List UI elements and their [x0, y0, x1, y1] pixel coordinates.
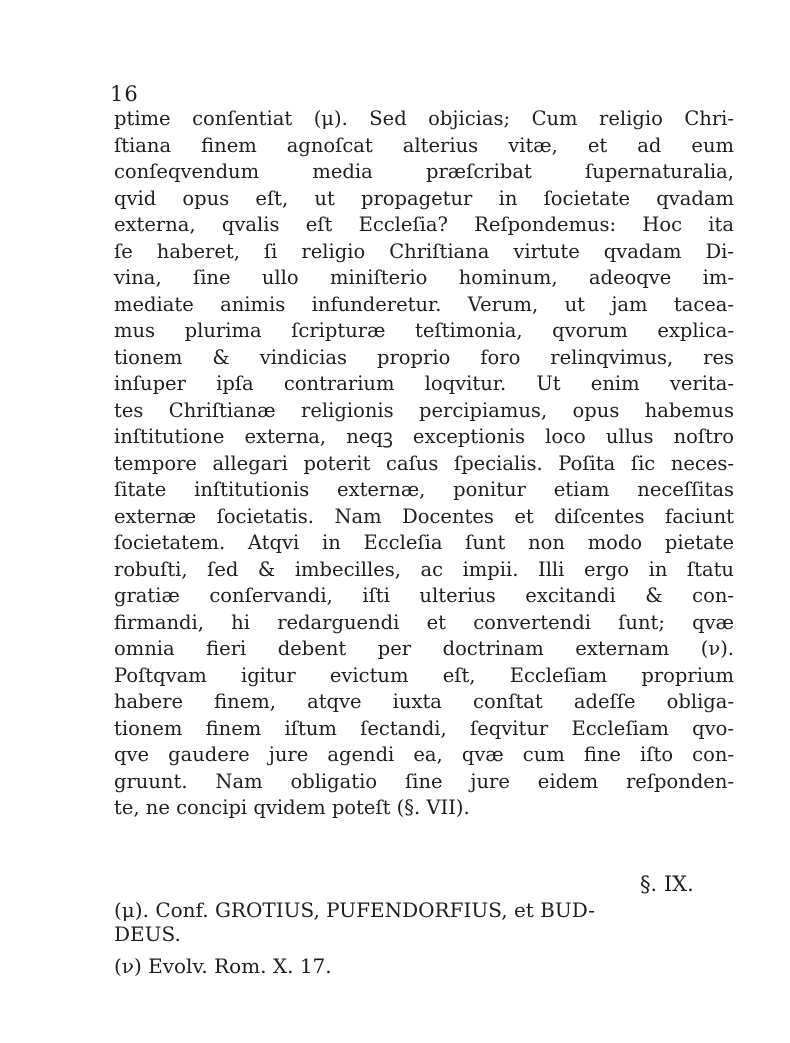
text-line: te, ne concipi qvidem poteſt (§. VII). — [114, 796, 470, 819]
text-line: tionem & vindicias proprio foro relinqvimus, res — [114, 345, 734, 369]
text-line: mediate animis infunderetur. Verum, ut jam tacea- — [114, 292, 734, 316]
text-line: externæ ſocietatis. Nam Docentes et diſcentes faciunt — [114, 504, 734, 528]
text-line: gratiæ conſervandi, iſti ulterius excitandi & con- — [114, 584, 734, 607]
text-line: ptime conſentiat (μ). Sed objicias; Cum religio Chri- — [114, 107, 734, 130]
text-line: conſeqvendum media præſcribat ſupernaturalia, — [114, 160, 734, 183]
text-line: tempore allegari poterit caſus ſpecialis. Poſita ſic neces- — [114, 451, 734, 475]
text-line: qvid opus eſt, ut propagetur in ſocietate qvadam — [114, 186, 734, 210]
text-line: externa, qvalis eſt Eccleſia? Reſpondemus: Hoc ita — [114, 213, 734, 236]
text-line: gruunt. Nam obligatio ſine jure eidem reſponden- — [114, 769, 734, 793]
text-line: inſuper ipſa contrarium loqvitur. Ut enim verita- — [114, 372, 734, 395]
text-line: ſocietatem. Atqvi in Eccleſia ſunt non modo pietate — [114, 531, 734, 554]
text-line: ſe haberet, ſi religio Chriſtiana virtute qvadam Di- — [114, 239, 734, 263]
footnotes — [114, 898, 734, 978]
text-line: ſtiana finem agnoſcat alterius vitæ, et ad eum — [114, 133, 734, 157]
text-line: Poſtqvam igitur evictum eſt, Eccleſiam proprium — [114, 663, 734, 687]
body-text — [114, 106, 734, 822]
text-line: inſtitutione externa, neqꝫ exceptionis loco ullus noſtro — [114, 425, 734, 448]
text-line: habere finem, atqve iuxta conſtat adeſſe obliga- — [114, 690, 734, 713]
footnote-spacer — [114, 946, 734, 954]
footnote-mu-continuation: DEUS. — [114, 922, 181, 946]
footnote-nu: (ν) Evolv. Rom. X. 17. — [114, 954, 332, 978]
page-number: 16 — [110, 82, 139, 106]
text-line: robuſti, ſed & imbecilles, ac impii. Illi ergo in ſtatu — [114, 557, 734, 581]
section-marker: §. IX. — [640, 872, 694, 896]
text-line: omnia fieri debent per doctrinam externam (ν). — [114, 637, 734, 660]
text-line: tionem finem iſtum ſectandi, ſeqvitur Eccleſiam qvo- — [114, 716, 734, 740]
footnote-mu: (μ). Conf. GROTIUS, PUFENDORFIUS, et BUD- — [114, 898, 595, 922]
text-line: qve gaudere jure agendi ea, qvæ cum fine iſto con- — [114, 743, 734, 766]
text-line: mus plurima ſcripturæ teſtimonia, qvorum explica- — [114, 319, 734, 342]
text-line: vina, ſine ullo miniſterio hominum, adeoqve im- — [114, 266, 734, 289]
text-line: firmandi, hi redarguendi et convertendi ſunt; qvæ — [114, 610, 734, 634]
text-line: tes Chriſtianæ religionis percipiamus, opus habemus — [114, 398, 734, 422]
text-line: ſitate inſtitutionis externæ, ponitur etiam neceſſitas — [114, 478, 734, 501]
